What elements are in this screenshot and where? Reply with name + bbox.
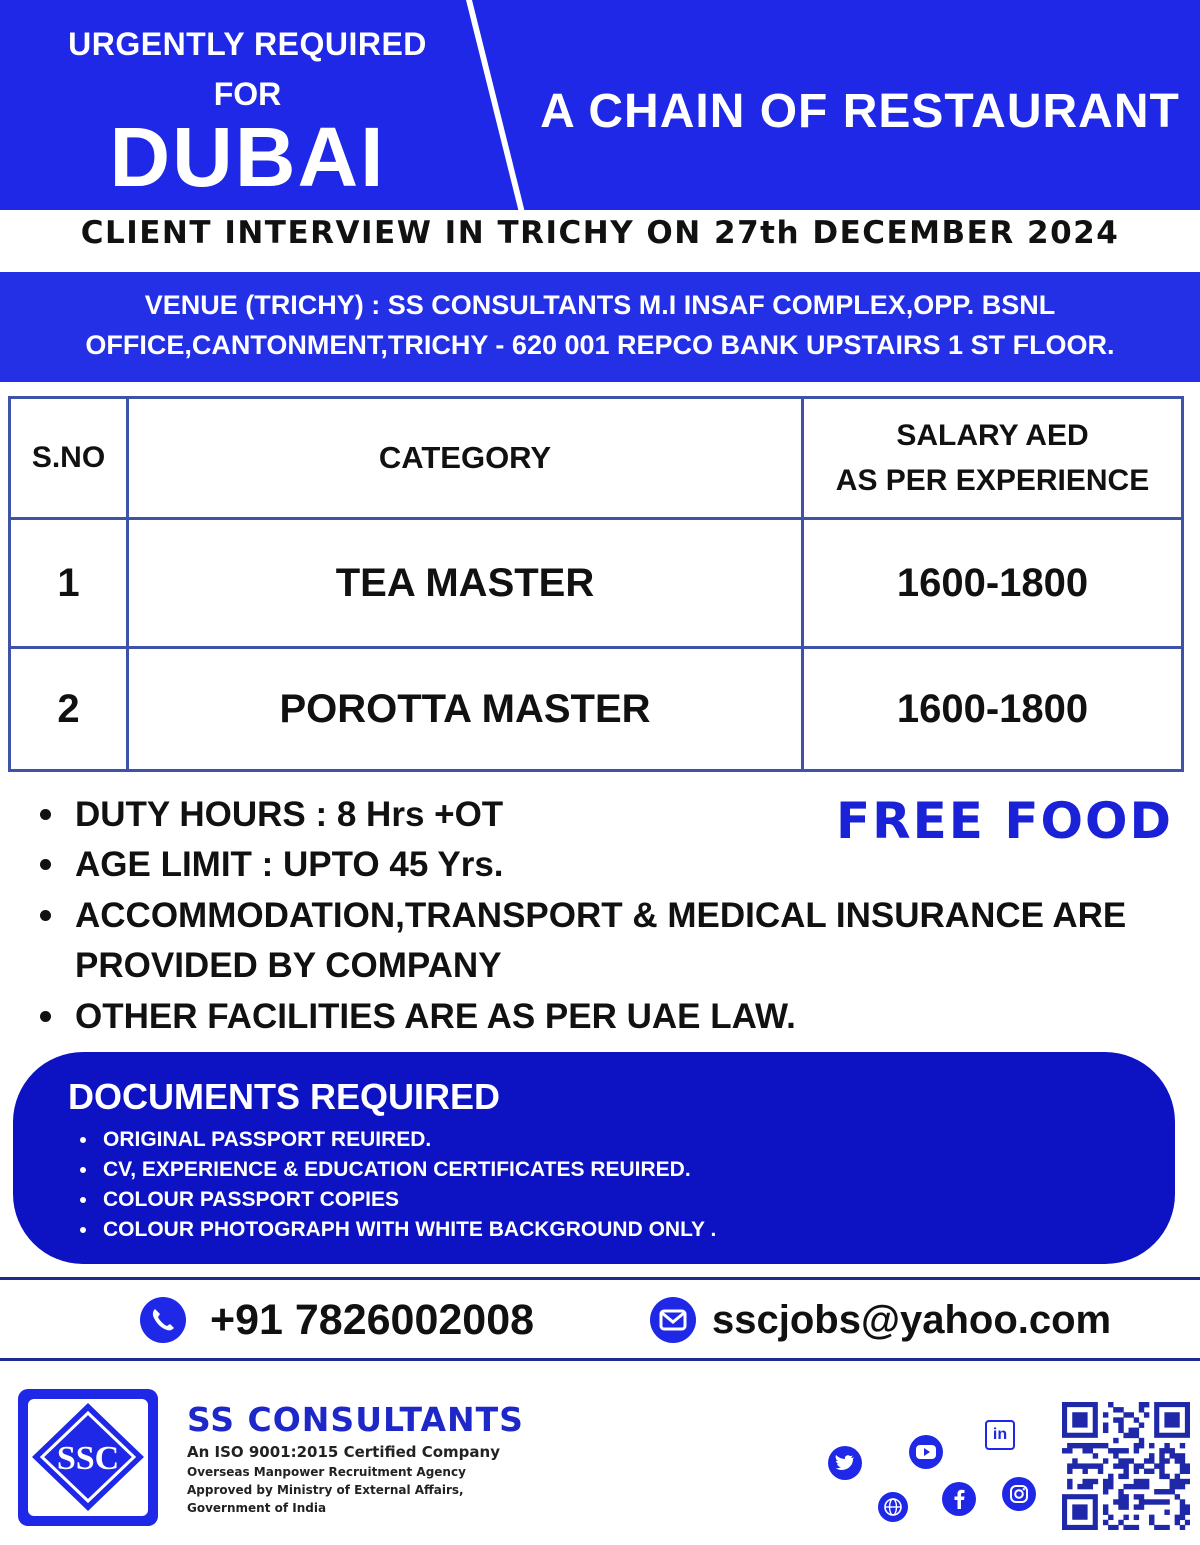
bullet	[40, 859, 51, 870]
youtube-icon[interactable]	[909, 1435, 943, 1469]
bullet	[40, 910, 51, 921]
benefit-text: ACCOMMODATION,TRANSPORT & MEDICAL INSURANCE ARE	[75, 896, 1127, 935]
city-title: DUBAI	[109, 110, 386, 204]
document-text: COLOUR PHOTOGRAPH WITH WHITE BACKGROUND ONLY .	[103, 1218, 717, 1241]
twitter-icon[interactable]	[828, 1446, 862, 1480]
benefit-text: OTHER FACILITIES ARE AS PER UAE LAW.	[75, 997, 796, 1036]
bullet	[80, 1197, 86, 1203]
interview-date-heading: CLIENT INTERVIEW IN TRICHY ON 27th DECEMBER 2024	[80, 215, 1120, 251]
benefit-text: AGE LIMIT : UPTO 45 Yrs.	[75, 845, 504, 884]
row-2-salary: 1600-1800	[896, 686, 1089, 731]
bullet	[40, 1011, 51, 1022]
divider	[0, 1277, 1200, 1280]
benefit-text: PROVIDED BY COMPANY	[75, 946, 502, 985]
company-government: Government of India	[187, 1501, 327, 1515]
instagram-icon[interactable]	[1002, 1477, 1036, 1511]
venue-banner	[0, 272, 1200, 382]
company-name: SS CONSULTANTS	[187, 1400, 524, 1439]
for-text: FOR	[213, 76, 282, 112]
linkedin-icon[interactable]: in	[985, 1420, 1015, 1450]
envelope-icon	[650, 1297, 696, 1343]
row-2-category: POROTTA MASTER	[279, 686, 651, 731]
document-text: COLOUR PASSPORT COPIES	[103, 1188, 399, 1211]
document-text: ORIGINAL PASSPORT REUIRED.	[103, 1128, 432, 1151]
client-title: A CHAIN OF RESTAURANT	[540, 85, 1180, 138]
row-1-sno: 1	[57, 560, 80, 605]
globe-icon[interactable]	[878, 1492, 908, 1522]
bullet	[80, 1227, 86, 1233]
header-salary-line-1: SALARY AED	[896, 419, 1089, 452]
header-category: CATEGORY	[378, 440, 552, 475]
facebook-icon[interactable]	[942, 1482, 976, 1516]
email-address[interactable]: sscjobs@yahoo.com	[712, 1298, 1112, 1342]
documents-title: DOCUMENTS REQUIRED	[68, 1076, 501, 1117]
divider	[0, 1358, 1200, 1361]
bullet	[40, 809, 51, 820]
phone-icon	[140, 1297, 186, 1343]
urgently-required-text: URGENTLY REQUIRED	[68, 26, 427, 62]
phone-number[interactable]: +91 7826002008	[210, 1296, 535, 1344]
bullet	[80, 1167, 86, 1173]
document-text: CV, EXPERIENCE & EDUCATION CERTIFICATES REUIRED.	[103, 1158, 691, 1181]
header-salary	[804, 399, 1181, 517]
company-iso: An ISO 9001:2015 Certified Company	[187, 1443, 500, 1461]
qr-code[interactable]	[1062, 1402, 1190, 1530]
logo-text: SSC	[56, 1440, 120, 1477]
row-1-category: TEA MASTER	[335, 560, 595, 605]
company-logo	[14, 1385, 162, 1530]
free-food-highlight: FREE FOOD	[836, 792, 1174, 850]
company-tagline: Overseas Manpower Recruitment Agency	[187, 1465, 466, 1479]
venue-line-1: VENUE (TRICHY) : SS CONSULTANTS M.I INSAF COMPLEX,OPP. BSNL	[144, 290, 1056, 320]
header-salary-line-2: AS PER EXPERIENCE	[835, 464, 1150, 497]
bullet	[80, 1137, 86, 1143]
header-sno: S.NO	[31, 441, 106, 474]
company-approval: Approved by Ministry of External Affairs,	[187, 1483, 464, 1497]
row-1-salary: 1600-1800	[896, 560, 1089, 605]
benefit-text: DUTY HOURS : 8 Hrs +OT	[75, 795, 504, 834]
venue-line-2: OFFICE,CANTONMENT,TRICHY - 620 001 REPCO BANK UPSTAIRS 1 ST FLOOR.	[85, 330, 1115, 360]
row-2-sno: 2	[57, 686, 80, 731]
job-table	[8, 396, 1184, 772]
